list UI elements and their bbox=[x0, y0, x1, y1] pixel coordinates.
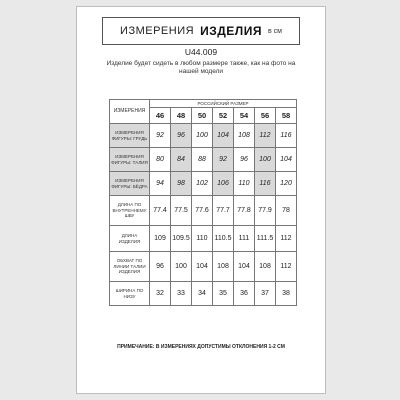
table-cell: 96 bbox=[171, 124, 192, 148]
size-header-cell: 54 bbox=[234, 108, 255, 124]
table-cell: 38 bbox=[276, 282, 297, 306]
table-cell: 110 bbox=[234, 172, 255, 196]
row-label: ДЛИНА ПО ВНУТРЕННЕМУ ШВУ bbox=[110, 196, 150, 226]
table-cell: 104 bbox=[213, 124, 234, 148]
table-cell: 112 bbox=[276, 252, 297, 282]
table-cell: 35 bbox=[213, 282, 234, 306]
table-cell: 110 bbox=[192, 226, 213, 252]
table-cell: 77.5 bbox=[171, 196, 192, 226]
row-label: ОБХВАТ ПО ЛИНИИ ТАЛИИ ИЗДЕЛИЯ bbox=[110, 252, 150, 282]
table-cell: 100 bbox=[171, 252, 192, 282]
table-row bbox=[110, 226, 297, 252]
header-unit: в см bbox=[267, 27, 282, 35]
table-cell: 116 bbox=[276, 124, 297, 148]
table-cell: 109 bbox=[150, 226, 171, 252]
size-header-cell: 48 bbox=[171, 108, 192, 124]
table-cell: 111.5 bbox=[255, 226, 276, 252]
size-header-cell: 50 bbox=[192, 108, 213, 124]
fit-note: Изделие будет сидеть в любом размере также, как на фото на нашей модели bbox=[106, 60, 296, 75]
table-cell: 112 bbox=[276, 226, 297, 252]
size-header-cell: 58 bbox=[276, 108, 297, 124]
table-cell: 80 bbox=[150, 148, 171, 172]
table-group-row bbox=[110, 100, 297, 108]
table-cell: 33 bbox=[171, 282, 192, 306]
size-chart-sheet bbox=[76, 6, 326, 394]
row-label: ДЛИНА ИЗДЕЛИЯ bbox=[110, 226, 150, 252]
table-cell: 102 bbox=[192, 172, 213, 196]
table-cell: 104 bbox=[234, 252, 255, 282]
table-cell: 92 bbox=[150, 124, 171, 148]
table-cell: 77.4 bbox=[150, 196, 171, 226]
table-cell: 108 bbox=[213, 252, 234, 282]
table-cell: 94 bbox=[150, 172, 171, 196]
table-cell: 34 bbox=[192, 282, 213, 306]
table-cell: 36 bbox=[234, 282, 255, 306]
table-cell: 98 bbox=[171, 172, 192, 196]
table-cell: 96 bbox=[150, 252, 171, 282]
corner-label: ИЗМЕРЕНИЯ bbox=[110, 100, 150, 124]
size-header-cell: 46 bbox=[150, 108, 171, 124]
table-cell: 108 bbox=[234, 124, 255, 148]
table-cell: 37 bbox=[255, 282, 276, 306]
table-cell: 116 bbox=[255, 172, 276, 196]
table-cell: 112 bbox=[255, 124, 276, 148]
size-header-cell: 52 bbox=[213, 108, 234, 124]
table-cell: 104 bbox=[276, 148, 297, 172]
header-title-light: ИЗМЕРЕНИЯ bbox=[120, 25, 195, 37]
table-cell: 100 bbox=[192, 124, 213, 148]
header-title-bold: ИЗДЕЛИЯ bbox=[200, 24, 262, 38]
table-cell: 108 bbox=[255, 252, 276, 282]
row-label: ШИРИНА ПО НИЗУ bbox=[110, 282, 150, 306]
size-table bbox=[109, 99, 297, 306]
table-cell: 77.7 bbox=[213, 196, 234, 226]
size-group-label: РОССИЙСКИЙ РАЗМЕР bbox=[150, 100, 297, 108]
table-cell: 109.5 bbox=[171, 226, 192, 252]
tolerance-note: ПРИМЕЧАНИЕ: В ИЗМЕРЕНИЯХ ДОПУСТИМЫ ОТКЛОНЕНИЯ 1-2 СМ bbox=[117, 344, 285, 350]
table-cell: 77.6 bbox=[192, 196, 213, 226]
table-cell: 100 bbox=[255, 148, 276, 172]
table-cell: 77.9 bbox=[255, 196, 276, 226]
row-label: ИЗМЕРЕНИЯ ФИГУРЫ: ТАЛИЯ bbox=[110, 148, 150, 172]
table-cell: 84 bbox=[171, 148, 192, 172]
table-row bbox=[110, 252, 297, 282]
table-cell: 92 bbox=[213, 148, 234, 172]
table-row bbox=[110, 282, 297, 306]
row-label: ИЗМЕРЕНИЯ ФИГУРЫ: ГРУДЬ bbox=[110, 124, 150, 148]
table-cell: 106 bbox=[213, 172, 234, 196]
table-cell: 104 bbox=[192, 252, 213, 282]
table-cell: 32 bbox=[150, 282, 171, 306]
table-cell: 88 bbox=[192, 148, 213, 172]
table-row bbox=[110, 124, 297, 148]
row-label: ИЗМЕРЕНИЯ ФИГУРЫ: БЁДРА bbox=[110, 172, 150, 196]
table-row bbox=[110, 172, 297, 196]
table-row bbox=[110, 148, 297, 172]
table-cell: 78 bbox=[276, 196, 297, 226]
product-code: U44.009 bbox=[184, 47, 218, 57]
table-cell: 120 bbox=[276, 172, 297, 196]
table-cell: 111 bbox=[234, 226, 255, 252]
sheet-header bbox=[102, 17, 300, 45]
table-cell: 96 bbox=[234, 148, 255, 172]
table-cell: 110.5 bbox=[213, 226, 234, 252]
table-cell: 77.8 bbox=[234, 196, 255, 226]
table-row bbox=[110, 196, 297, 226]
size-header-cell: 56 bbox=[255, 108, 276, 124]
